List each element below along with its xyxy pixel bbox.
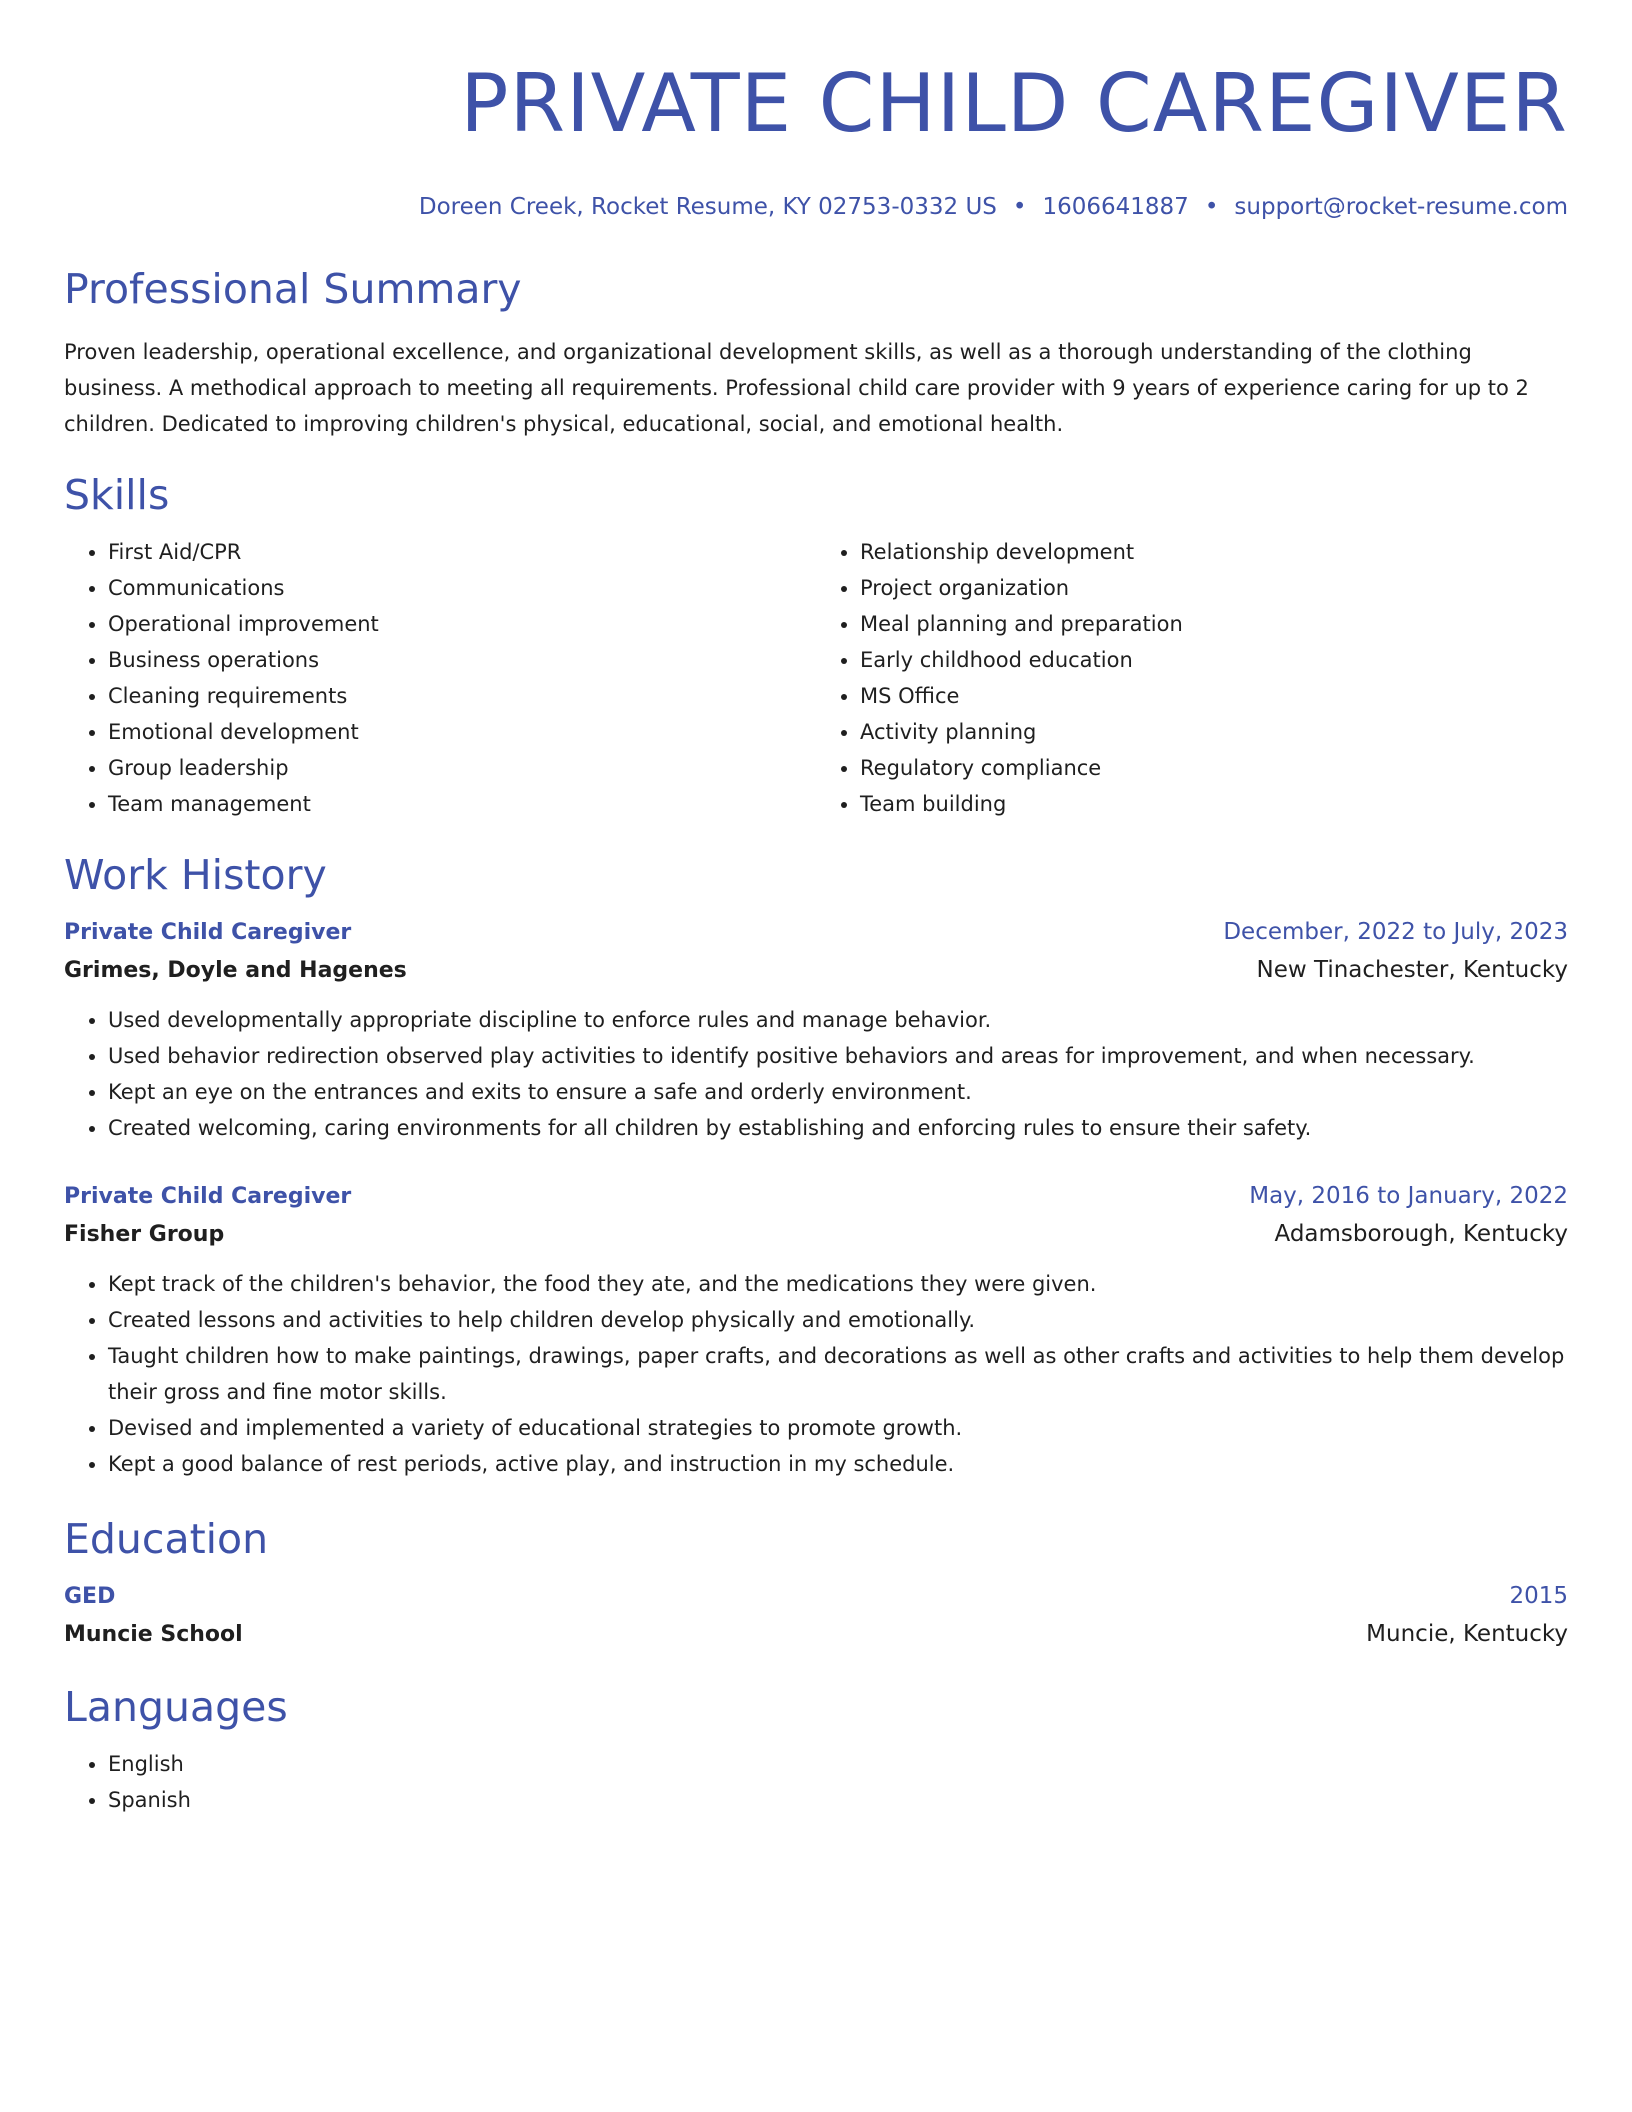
skills-column-left <box>64 534 816 822</box>
skill-item: • Team building <box>860 786 1568 822</box>
contact-phone: 1606641887 <box>1042 194 1189 220</box>
job-company-row <box>64 951 1568 990</box>
skill-item: • Relationship development <box>860 534 1568 570</box>
skills-heading: Skills <box>64 471 170 519</box>
education-school-row <box>64 1615 1568 1654</box>
job-bullet: • Used developmentally appropriate discipline to enforce rules and manage behavior. <box>108 1002 1568 1038</box>
job-company: Fisher Group <box>64 1222 225 1247</box>
job-location: Adamsborough, Kentucky <box>1274 1221 1568 1247</box>
contact-separator: • <box>1204 194 1219 220</box>
skill-item: • Regulatory compliance <box>860 750 1568 786</box>
skills-list <box>64 534 1568 822</box>
contact-email: support@rocket-resume.com <box>1234 194 1568 220</box>
job-dates: December, 2022 to July, 2023 <box>1223 919 1568 945</box>
education-entry <box>64 1578 1568 1654</box>
resume-header <box>64 56 1568 222</box>
job-company: Grimes, Doyle and Hagenes <box>64 958 407 983</box>
skills-column-right <box>816 534 1568 822</box>
skill-item: • Early childhood education <box>860 642 1568 678</box>
education-heading: Education <box>64 1515 269 1563</box>
skill-item: • Group leadership <box>108 750 816 786</box>
education-degree: GED <box>64 1584 116 1609</box>
language-item: • English <box>108 1746 1568 1782</box>
summary-heading: Professional Summary <box>64 265 522 313</box>
languages-list <box>64 1746 1568 1818</box>
contact-address: Doreen Creek, Rocket Resume, KY 02753-0332 US <box>418 194 997 220</box>
job-bullet: • Created welcoming, caring environments for all children by establishing and enforcing rules to ensure their safety. <box>108 1110 1568 1146</box>
languages-heading: Languages <box>64 1683 288 1731</box>
job-bullet: • Kept track of the children's behavior, the food they ate, and the medications they were given. <box>108 1266 1568 1302</box>
job-header-row <box>64 914 1568 951</box>
job-responsibilities <box>64 1002 1568 1146</box>
job-dates: May, 2016 to January, 2022 <box>1249 1183 1568 1209</box>
job-location: New Tinachester, Kentucky <box>1256 957 1568 983</box>
job-entry <box>64 1178 1568 1482</box>
job-bullet: • Kept an eye on the entrances and exits to ensure a safe and orderly environment. <box>108 1074 1568 1110</box>
job-bullet: • Created lessons and activities to help children develop physically and emotionally. <box>108 1302 1568 1338</box>
skill-item: • Meal planning and preparation <box>860 606 1568 642</box>
summary-text: Proven leadership, operational excellence, and organizational development skills, as well as a thorough understanding of the clothing business. A methodical approach to meeting all requirements. Professional child care provider with 9 years of experience caring for up to 2 children. Dedicated to improving children's physical, educational, social, and emotional health. <box>64 340 1529 436</box>
skill-item: • Activity planning <box>860 714 1568 750</box>
job-title: Private Child Caregiver <box>64 920 352 945</box>
job-bullet: • Devised and implemented a variety of educational strategies to promote growth. <box>108 1410 1568 1446</box>
job-responsibilities <box>64 1266 1568 1482</box>
job-bullet: • Used behavior redirection observed play activities to identify positive behaviors and areas for improvement, and when necessary. <box>108 1038 1568 1074</box>
skill-item: • Team management <box>108 786 816 822</box>
skill-item: • First Aid/CPR <box>108 534 816 570</box>
language-item: • Spanish <box>108 1782 1568 1818</box>
education-header-row <box>64 1578 1568 1615</box>
education-location: Muncie, Kentucky <box>1366 1621 1568 1647</box>
skill-item: • Project organization <box>860 570 1568 606</box>
skill-item: • Communications <box>108 570 816 606</box>
skill-item: • Business operations <box>108 642 816 678</box>
job-title: Private Child Caregiver <box>64 1184 352 1209</box>
job-entry <box>64 914 1568 1146</box>
education-school: Muncie School <box>64 1622 243 1647</box>
job-bullet: • Taught children how to make paintings, drawings, paper crafts, and decorations as well as other crafts and activities to help them develop their gross and fine motor skills. <box>108 1338 1568 1410</box>
skill-item: • Emotional development <box>108 714 816 750</box>
education-year: 2015 <box>1509 1583 1568 1609</box>
skill-item: • Cleaning requirements <box>108 678 816 714</box>
work-history-heading: Work History <box>64 851 327 899</box>
job-header-row <box>64 1178 1568 1215</box>
candidate-title: PRIVATE CHILD CAREGIVER <box>460 57 1568 150</box>
skill-item: • MS Office <box>860 678 1568 714</box>
skill-item: • Operational improvement <box>108 606 816 642</box>
job-bullet: • Kept a good balance of rest periods, active play, and instruction in my schedule. <box>108 1446 1568 1482</box>
contact-separator: • <box>1012 194 1027 220</box>
contact-line <box>64 192 1568 222</box>
job-company-row <box>64 1215 1568 1254</box>
